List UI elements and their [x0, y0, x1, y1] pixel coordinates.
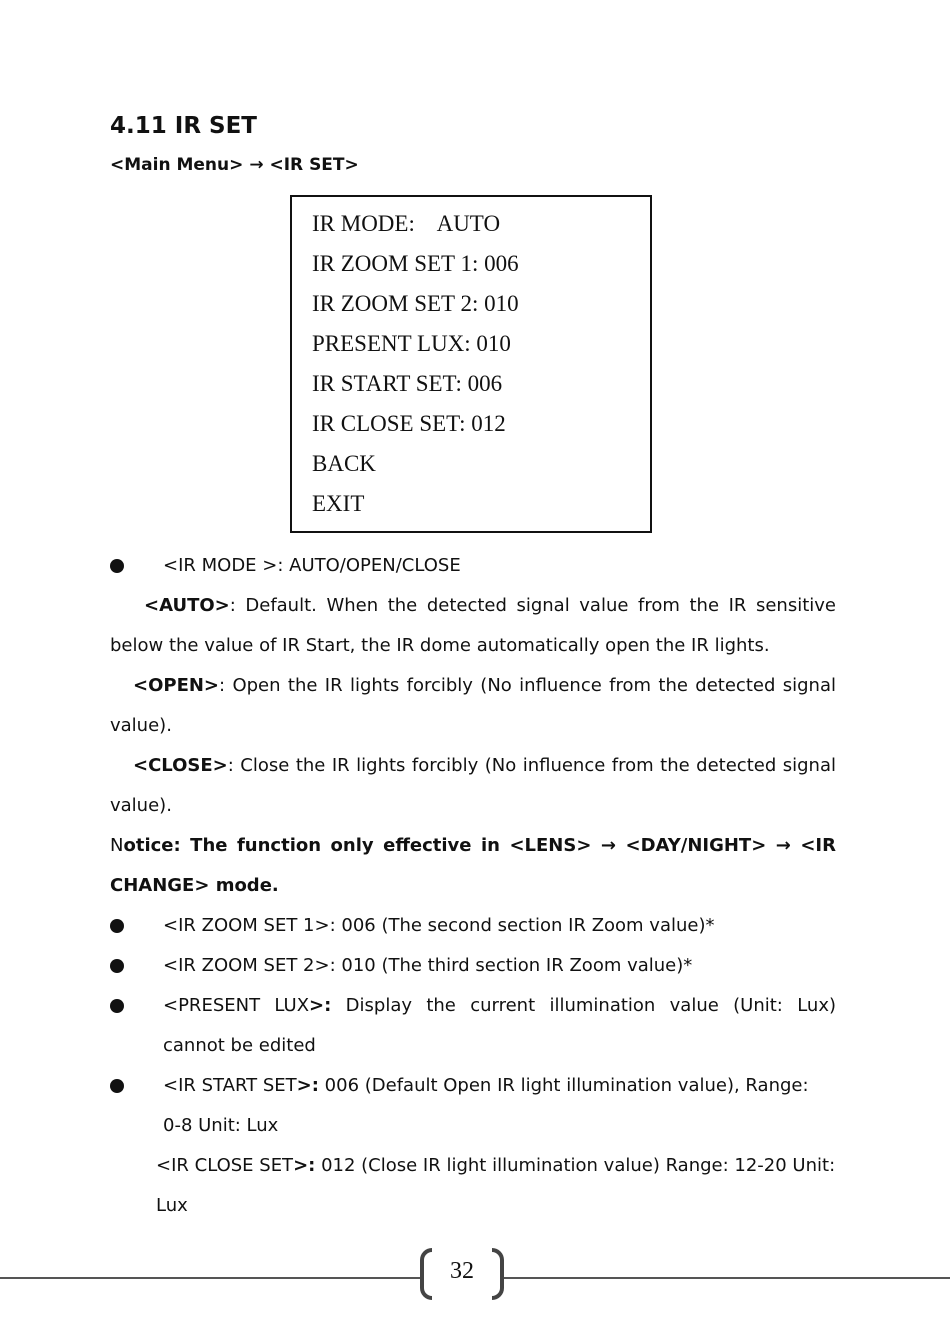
open-line-2: value). — [110, 715, 172, 736]
menu-item-present-lux: PRESENT LUX: 010 — [312, 331, 511, 356]
section-title: 4.11 IR SET — [110, 113, 257, 139]
page-number: 32 — [450, 1258, 474, 1284]
menu-item-ir-mode: IR MODE: AUTO — [312, 211, 501, 236]
left-brace-icon — [420, 1248, 432, 1300]
zoom-set-1-line: <IR ZOOM SET 1>: 006 (The second section IR Zoom value)* — [163, 915, 715, 936]
bullet-icon — [110, 919, 124, 933]
menu-item-exit: EXIT — [312, 491, 365, 516]
auto-line-1: <AUTO>: Default. When the detected signal value from the IR sensitive — [144, 595, 836, 616]
bullet-icon — [110, 559, 124, 573]
arrow-right-icon: → — [249, 155, 264, 175]
zoom-set-2-line: <IR ZOOM SET 2>: 010 (The third section IR Zoom value)* — [163, 955, 693, 976]
osd-menu-box — [290, 195, 652, 533]
present-lux-line-2: cannot be edited — [163, 1035, 316, 1056]
breadcrumb-main-menu: <Main Menu> — [110, 155, 244, 175]
menu-item-ir-zoom-set-1: IR ZOOM SET 1: 006 — [312, 251, 519, 276]
close-line-2: value). — [110, 795, 172, 816]
present-lux-line-1: <PRESENT LUX>: Display the current illumination value (Unit: Lux) — [163, 995, 836, 1016]
footer-rule-left — [0, 1277, 420, 1279]
open-line-1: <OPEN>: Open the IR lights forcibly (No influence from the detected signal — [133, 675, 836, 696]
auto-line-2: below the value of IR Start, the IR dome automatically open the IR lights. — [110, 635, 770, 656]
close-line-1: <CLOSE>: Close the IR lights forcibly (No influence from the detected signal — [133, 755, 836, 776]
bullet-icon — [110, 959, 124, 973]
menu-item-ir-close-set: IR CLOSE SET: 012 — [312, 411, 506, 436]
ir-mode-line: <IR MODE >: AUTO/OPEN/CLOSE — [163, 555, 461, 576]
notice-line-1: Notice: The function only effective in <LENS> → <DAY/NIGHT> → <IR — [110, 835, 836, 856]
start-set-line-2: 0-8 Unit: Lux — [163, 1115, 279, 1136]
start-set-line-1: <IR START SET>: 006 (Default Open IR light illumination value), Range: — [163, 1075, 809, 1096]
menu-item-back: BACK — [312, 451, 376, 476]
footer-rule-right — [504, 1277, 950, 1279]
bullet-icon — [110, 1079, 124, 1093]
menu-item-ir-start-set: IR START SET: 006 — [312, 371, 503, 396]
menu-item-ir-zoom-set-2: IR ZOOM SET 2: 010 — [312, 291, 519, 316]
breadcrumb-ir-set: <IR SET> — [269, 155, 359, 175]
notice-line-2: CHANGE> mode. — [110, 875, 279, 896]
bullet-icon — [110, 999, 124, 1013]
breadcrumb — [110, 155, 359, 175]
close-set-line-1: <IR CLOSE SET>: 012 (Close IR light illumination value) Range: 12-20 Unit: — [156, 1155, 836, 1176]
right-brace-icon — [492, 1248, 504, 1300]
close-set-line-2: Lux — [156, 1195, 188, 1216]
